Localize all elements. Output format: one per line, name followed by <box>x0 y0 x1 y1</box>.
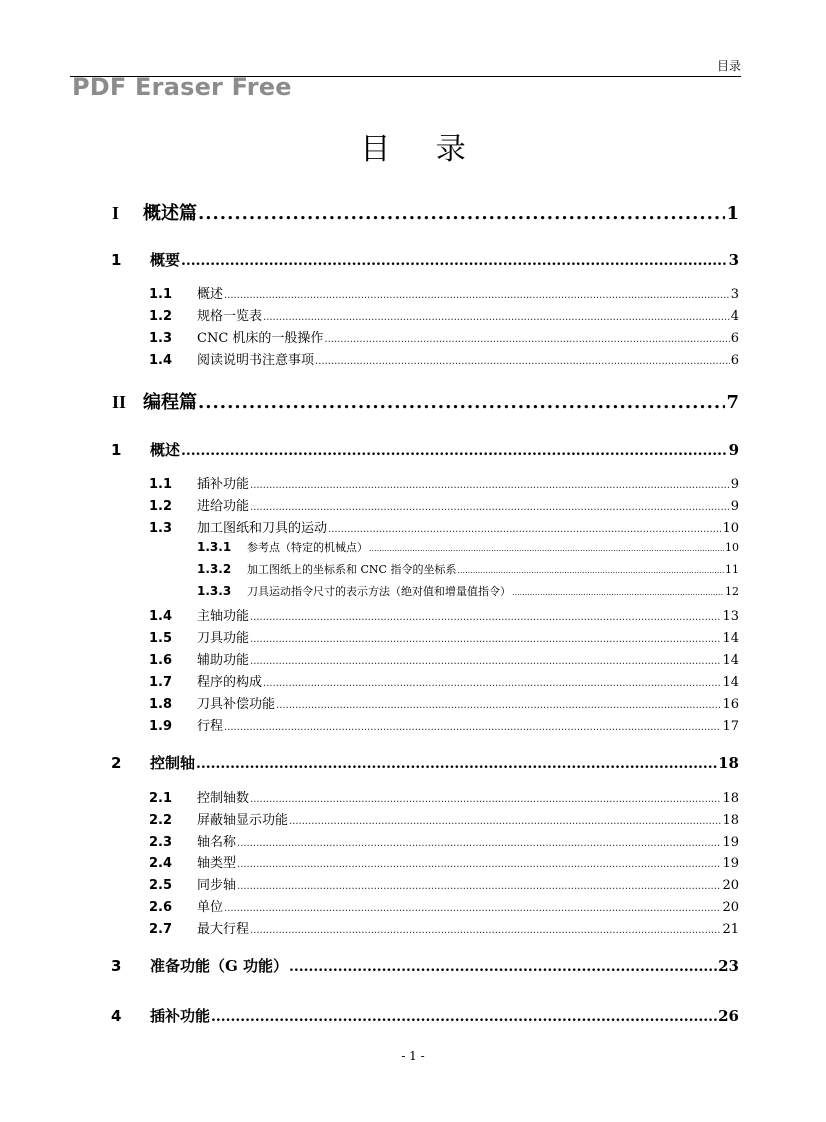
toc-entry-section[interactable] <box>149 787 739 806</box>
toc-leader-dots <box>250 612 721 623</box>
toc-entry-page: 18 <box>722 791 739 806</box>
toc-entry-page: 16 <box>722 697 739 712</box>
toc-entry-section[interactable] <box>149 305 739 324</box>
toc-entry-section[interactable] <box>149 495 739 514</box>
toc-entry-section[interactable] <box>149 809 739 828</box>
toc-entry-number: 2.5 <box>149 878 173 893</box>
toc-entry-label: 主轴功能 <box>197 609 250 624</box>
toc-leader-dots <box>224 290 730 301</box>
toc-leader-dots <box>198 203 725 224</box>
toc-entry-label: 加工图纸上的坐标系和 CNC 指令的坐标系 <box>247 563 457 576</box>
page-title: 目 录 <box>360 132 484 167</box>
toc-entry-number: 1.4 <box>149 609 173 624</box>
toc-leader-dots <box>250 480 730 491</box>
toc-entry-label: 编程篇 <box>143 392 197 413</box>
toc-entry-page: 20 <box>722 878 739 893</box>
toc-entry-number: 2 <box>111 754 122 772</box>
toc-entry-number: 1.8 <box>149 697 173 712</box>
toc-entry-page: 23 <box>718 957 739 975</box>
toc-entry-number: 4 <box>111 1007 122 1025</box>
toc-entry-section[interactable] <box>149 605 739 624</box>
toc-leader-dots <box>198 392 725 413</box>
toc-entry-number: I <box>112 203 120 223</box>
toc-entry-page: 14 <box>722 631 739 646</box>
toc-entry-section[interactable] <box>149 874 739 893</box>
toc-entry-number: 2.3 <box>149 835 173 850</box>
toc-entry-page: 18 <box>718 754 739 772</box>
toc-entry-label: 概述 <box>150 441 181 459</box>
toc-entry-section[interactable] <box>149 649 739 668</box>
toc-entry-section[interactable] <box>149 671 739 690</box>
toc-entry-number: II <box>112 392 127 412</box>
toc-entry-label: 规格一览表 <box>197 309 263 324</box>
toc-entry-page: 13 <box>722 609 739 624</box>
toc-entry-number: 1.1 <box>149 287 173 302</box>
toc-entry-number: 2.2 <box>149 813 173 828</box>
toc-entry-section[interactable] <box>149 627 739 646</box>
toc-leader-dots <box>512 588 724 597</box>
toc-entry-number: 1.2 <box>149 499 173 514</box>
toc-entry-number: 1.1 <box>149 477 173 492</box>
toc-entry-page: 14 <box>722 675 739 690</box>
toc-entry-page: 10 <box>722 521 739 536</box>
toc-entry-number: 2.7 <box>149 922 173 937</box>
toc-entry-number: 1.9 <box>149 719 173 734</box>
toc-leader-dots <box>324 334 729 345</box>
toc-entry-number: 1.7 <box>149 675 173 690</box>
toc-leader-dots <box>250 925 721 936</box>
toc-leader-dots <box>369 544 724 553</box>
toc-entry-page: 19 <box>722 835 739 850</box>
toc-leader-dots <box>276 700 721 711</box>
toc-entry-section[interactable] <box>149 473 739 492</box>
toc-entry-label: 进给功能 <box>197 499 250 514</box>
toc-entry-page: 7 <box>726 392 739 413</box>
toc-entry-label: 加工图纸和刀具的运动 <box>197 521 328 536</box>
toc-entry-page: 3 <box>730 287 739 302</box>
toc-entry-section[interactable] <box>149 693 739 712</box>
toc-entry-page: 3 <box>728 251 739 269</box>
toc-entry-label: 刀具运动指令尺寸的表示方法（绝对值和增量值指令） <box>247 585 511 598</box>
toc-entry-number: 1 <box>111 251 122 269</box>
toc-entry-number: 1 <box>111 441 122 459</box>
toc-entry-chapter[interactable] <box>111 752 739 773</box>
toc-entry-chapter[interactable] <box>111 955 739 976</box>
toc-entry-section[interactable] <box>149 349 739 368</box>
toc-leader-dots <box>289 816 721 827</box>
toc-entry-label: CNC 机床的一般操作 <box>197 331 324 346</box>
toc-leader-dots <box>211 1009 717 1025</box>
toc-entry-label: 轴名称 <box>197 835 237 850</box>
toc-entry-label: 参考点（特定的机械点） <box>247 541 368 554</box>
toc-entry-label: 程序的构成 <box>197 675 263 690</box>
toc-entry-number: 2.6 <box>149 900 173 915</box>
toc-entry-label: 屏蔽轴显示功能 <box>197 813 289 828</box>
toc-entry-section[interactable] <box>149 896 739 915</box>
toc-entry-page: 9 <box>728 441 739 459</box>
toc-entry-chapter[interactable] <box>111 1005 739 1026</box>
toc-leader-dots <box>250 634 721 645</box>
toc-entry-label: 概述篇 <box>143 203 197 224</box>
toc-entry-label: 概要 <box>150 251 181 269</box>
toc-entry-page: 4 <box>730 309 739 324</box>
toc-entry-page: 6 <box>730 353 739 368</box>
toc-entry-page: 19 <box>722 856 739 871</box>
toc-entry-page: 6 <box>730 331 739 346</box>
toc-entry-page: 10 <box>725 541 739 554</box>
toc-leader-dots <box>315 356 730 367</box>
toc-entry-page: 26 <box>718 1007 739 1025</box>
toc-entry-section[interactable] <box>149 715 739 734</box>
toc-entry-number: 1.3.2 <box>197 562 232 576</box>
toc-entry-number: 2.1 <box>149 791 173 806</box>
toc-entry-page: 9 <box>730 499 739 514</box>
toc-entry-label: 准备功能（G 功能） <box>150 957 289 975</box>
toc-leader-dots <box>224 722 721 733</box>
toc-leader-dots <box>181 443 728 459</box>
toc-entry-label: 最大行程 <box>197 922 250 937</box>
toc-leader-dots <box>224 903 721 914</box>
toc-entry-label: 单位 <box>197 900 224 915</box>
toc-leader-dots <box>237 881 721 892</box>
toc-entry-page: 20 <box>722 900 739 915</box>
toc-leader-dots <box>237 838 721 849</box>
toc-entry-subsection[interactable] <box>197 583 739 599</box>
toc-entry-page: 11 <box>725 563 739 576</box>
toc-entry-number: 2.4 <box>149 856 173 871</box>
toc-entry-page: 1 <box>726 203 739 224</box>
toc-entry-number: 1.2 <box>149 309 173 324</box>
toc-entry-label: 阅读说明书注意事项 <box>197 353 315 368</box>
toc-leader-dots <box>250 502 730 513</box>
toc-entry-label: 刀具补偿功能 <box>197 697 276 712</box>
toc-entry-number: 1.3 <box>149 521 173 536</box>
toc-entry-number: 1.6 <box>149 653 173 668</box>
toc-entry-section[interactable] <box>149 283 739 302</box>
toc-entry-page: 21 <box>722 922 739 937</box>
toc-entry-label: 控制轴 <box>150 754 196 772</box>
running-header: 目录 <box>716 59 741 73</box>
toc-entry-section[interactable] <box>149 831 739 850</box>
toc-entry-label: 插补功能 <box>150 1007 211 1025</box>
toc-leader-dots <box>263 678 721 689</box>
toc-entry-page: 17 <box>722 719 739 734</box>
toc-entry-page: 12 <box>725 585 739 598</box>
toc-entry-number: 3 <box>111 957 122 975</box>
toc-entry-number: 1.4 <box>149 353 173 368</box>
toc-entry-label: 同步轴 <box>197 878 237 893</box>
toc-entry-page: 9 <box>730 477 739 492</box>
toc-leader-dots <box>250 794 721 805</box>
toc-entry-number: 1.3 <box>149 331 173 346</box>
toc-leader-dots <box>196 756 717 772</box>
toc-entry-chapter[interactable] <box>111 439 739 460</box>
toc-entry-number: 1.5 <box>149 631 173 646</box>
toc-leader-dots <box>250 656 721 667</box>
toc-entry-label: 行程 <box>197 719 224 734</box>
toc-entry-label: 刀具功能 <box>197 631 250 646</box>
toc-leader-dots <box>263 312 730 323</box>
toc-entry-number: 1.3.3 <box>197 584 232 598</box>
toc-entry-label: 轴类型 <box>197 856 237 871</box>
page-number: - 1 - <box>401 1049 425 1063</box>
toc-entry-subsection[interactable] <box>197 539 739 555</box>
toc-leader-dots <box>181 253 728 269</box>
toc-entry-chapter[interactable] <box>111 249 739 270</box>
toc-entry-label: 概述 <box>197 287 224 302</box>
toc-leader-dots <box>237 859 721 870</box>
toc-entry-part[interactable] <box>112 388 739 414</box>
toc-entry-page: 18 <box>722 813 739 828</box>
toc-entry-section[interactable] <box>149 918 739 937</box>
toc-entry-part[interactable] <box>112 199 739 225</box>
toc-entry-subsection[interactable] <box>197 561 739 577</box>
toc-entry-section[interactable] <box>149 327 739 346</box>
toc-entry-section[interactable] <box>149 517 739 536</box>
toc-entry-section[interactable] <box>149 852 739 871</box>
watermark: PDF Eraser Free <box>72 73 292 101</box>
toc-entry-number: 1.3.1 <box>197 540 232 554</box>
toc-entry-label: 辅助功能 <box>197 653 250 668</box>
toc-entry-label: 控制轴数 <box>197 791 250 806</box>
toc-leader-dots <box>289 959 717 975</box>
toc-leader-dots <box>457 566 724 575</box>
toc-entry-page: 14 <box>722 653 739 668</box>
toc-entry-label: 插补功能 <box>197 477 250 492</box>
toc-leader-dots <box>328 524 721 535</box>
